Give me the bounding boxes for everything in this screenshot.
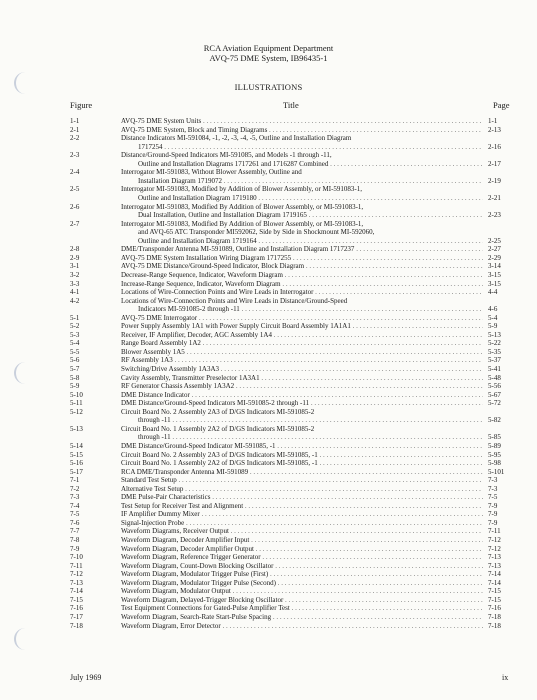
page-reference: 7-18: [488, 621, 501, 630]
list-item: [0, 271, 537, 279]
figure-title: [121, 391, 483, 399]
figure-title: [121, 408, 483, 416]
figure-title-text: DME/Transponder Antenna MI-591089, Outline and Installation Diagram 1717237: [121, 245, 355, 254]
list-item: [0, 553, 537, 561]
figure-title-text: AVQ-75 DME Interrogator: [121, 313, 198, 322]
page-reference: 7-15: [488, 595, 501, 604]
page-reference: 7-16: [488, 604, 501, 613]
figure-number: 5-7: [70, 365, 80, 373]
figure-title: [121, 527, 483, 535]
list-item: [0, 245, 537, 253]
figure-number: 5-10: [70, 390, 83, 399]
figure-number: 7-10: [70, 553, 83, 561]
page-reference: 7-14: [488, 570, 501, 579]
figure-number: 4-2: [70, 296, 80, 305]
list-item: [0, 228, 537, 236]
figure-title-text: Waveform Diagram, Delayed-Trigger Blocking Oscillator: [121, 595, 284, 604]
figure-title-text: Switching/Drive Assembly 1A3A3: [121, 365, 219, 373]
figure-title: [121, 485, 483, 493]
figure-number: 7-18: [70, 621, 83, 630]
page-reference: 5-101: [488, 467, 505, 476]
list-item: [0, 579, 537, 587]
figure-number: 5-12: [70, 407, 83, 416]
figure-title-text: RCA DME/Transponder Antenna MI-591089: [121, 467, 249, 476]
list-item: [0, 468, 537, 476]
figure-number: 7-16: [70, 604, 83, 613]
page-reference: 7-9: [488, 518, 498, 527]
page-reference: 3-15: [488, 279, 501, 288]
list-item: [0, 331, 537, 339]
list-item: [0, 134, 537, 142]
figure-number: 5-16: [70, 459, 83, 467]
page-reference: 7-9: [488, 510, 498, 519]
figure-number: 5-4: [70, 339, 80, 348]
figure-number: 7-12: [70, 570, 83, 579]
figure-title: [121, 203, 483, 211]
figure-title-text: AVQ-75 DME System, Block and Timing Diagrams: [121, 125, 268, 134]
list-item: [0, 408, 537, 416]
figure-title-text: Circuit Board No. 2 Assembly 2A3 of D/GS Indicators MI-591085, -1: [121, 450, 318, 459]
figure-title-text: Locations of Wire-Connection Points and Wire Leads in Distance/Ground-Speed: [121, 296, 348, 305]
figure-title: [138, 143, 483, 151]
figure-title: [138, 160, 483, 168]
page-reference: 2-23: [488, 211, 501, 220]
figure-title: [121, 502, 483, 510]
page-reference: 5-9: [488, 322, 498, 331]
figure-number: 7-13: [70, 578, 83, 587]
list-item: [0, 459, 537, 467]
list-item: [0, 536, 537, 544]
page-reference: 7-3: [488, 476, 498, 485]
figure-title-text: Test Equipment Connections for Gated-Pulse Amplifier Test: [121, 604, 290, 613]
figure-number: 7-15: [70, 595, 83, 604]
figure-title-text: Waveform Diagram, Modulator Trigger Pulse (Second): [121, 578, 276, 587]
page-reference: 2-19: [488, 176, 501, 185]
figure-title-text: Blower Assembly 1A5: [121, 347, 185, 356]
figure-title: [121, 322, 483, 330]
page-reference: 1-1: [488, 117, 498, 125]
list-item: [0, 519, 537, 527]
figure-title: [121, 562, 483, 570]
figure-title: [121, 374, 483, 382]
list-item: [0, 493, 537, 501]
column-header-title: Title: [283, 100, 299, 110]
figure-title-text: AVQ-75 DME System Installation Wiring Diagram 1717255: [121, 253, 292, 262]
list-item: [0, 220, 537, 228]
figure-title-text: DME Pulse-Pair Characteristics: [121, 493, 211, 502]
list-item: [0, 177, 537, 185]
figure-title-text: AVQ-75 DME System Units: [121, 117, 202, 125]
figure-title-text: Distance Indicators MI-591084, -1, -2, -3, -4, -5, Outline and Installation Diagram: [121, 134, 352, 143]
figure-title: [121, 510, 483, 518]
list-item: [0, 254, 537, 262]
list-item: [0, 185, 537, 193]
figure-title: [121, 356, 483, 364]
figure-number: 7-3: [70, 493, 80, 502]
figure-number: 2-9: [70, 253, 80, 262]
figure-title: [121, 339, 483, 347]
page-reference: 7-14: [488, 578, 501, 587]
list-item: [0, 485, 537, 493]
figure-number: 7-7: [70, 527, 80, 536]
list-item: [0, 416, 537, 424]
figure-title: [121, 280, 483, 288]
figure-title-text: Interrogator MI-591083, Modified By Addition of Blower Assembly, or MI-591083-1,: [121, 219, 364, 228]
figure-title-text: Waveform Diagram, Reference Trigger Generator: [121, 553, 261, 561]
figure-number: 7-9: [70, 544, 80, 553]
figure-title: [121, 545, 483, 553]
figure-number: 3-1: [70, 262, 80, 271]
list-item: [0, 510, 537, 518]
figure-title: [138, 305, 483, 313]
figure-title: [121, 220, 483, 228]
page-reference: 7-13: [488, 561, 501, 570]
figure-title-text: Outline and Installation Diagram 1719164: [138, 236, 257, 245]
list-item: [0, 433, 537, 441]
list-item: [0, 168, 537, 176]
figure-title: [138, 433, 483, 441]
figure-number: 5-6: [70, 356, 80, 365]
page-reference: 5-85: [488, 433, 501, 442]
page-reference: 2-27: [488, 245, 501, 254]
figure-title-text: Dual Installation, Outline and Installation Diagram 1719165: [138, 211, 307, 220]
figure-number: 5-14: [70, 441, 83, 450]
figure-title: [121, 151, 483, 159]
figure-title: [138, 237, 483, 245]
figure-title: [121, 297, 483, 305]
list-item: [0, 622, 537, 630]
figure-number: 7-14: [70, 587, 83, 596]
figure-number: 2-7: [70, 219, 80, 228]
page-reference: 2-16: [488, 142, 501, 151]
list-item: [0, 262, 537, 270]
figure-title-text: Circuit Board No. 1 Assembly 2A2 of D/GS Indicators MI-591085-2: [121, 424, 315, 433]
list-item: [0, 117, 537, 125]
figure-title-text: Distance/Ground-Speed Indicators MI-591085, and Models -1 through -11,: [121, 151, 332, 160]
figure-title-text: Indicators MI-591085-2 through -11: [138, 305, 240, 314]
figure-title-text: Increase-Range Sequence, Indicator, Waveform Diagram: [121, 279, 281, 288]
list-item: [0, 382, 537, 390]
header-manual-id: AVQ-75 DME System, IB96435-1: [209, 53, 328, 63]
list-item: [0, 391, 537, 399]
list-item: [0, 476, 537, 484]
list-item: [0, 288, 537, 296]
figure-title-text: Standard Test Setup: [121, 476, 177, 485]
page-reference: 5-4: [488, 313, 498, 322]
list-item: [0, 356, 537, 364]
figure-title: [138, 194, 483, 202]
figure-number: 5-13: [70, 424, 83, 433]
page-reference: 7-18: [488, 612, 501, 621]
figure-title-text: DME Distance/Ground-Speed Indicator MI-591085, -1: [121, 441, 276, 450]
figure-title: [138, 228, 483, 236]
page-reference: 7-12: [488, 544, 501, 553]
list-item: [0, 126, 537, 134]
page-reference: 2-17: [488, 159, 501, 168]
list-item: [0, 570, 537, 578]
figure-title: [138, 211, 483, 219]
page-reference: 2-21: [488, 193, 501, 202]
figure-title-text: Test Setup for Receiver Test and Alignment: [121, 501, 244, 510]
figure-title: [121, 468, 483, 476]
footer-page-number: ix: [502, 673, 509, 682]
list-item: [0, 442, 537, 450]
page-reference: 5-56: [488, 382, 501, 391]
figure-title-text: Waveform Diagram, Count-Down Blocking Oscillator: [121, 561, 274, 570]
page-reference: 2-13: [488, 125, 501, 134]
figure-title: [121, 168, 483, 176]
figure-title: [121, 262, 483, 270]
figure-title-text: Waveform Diagrams, Receiver Output: [121, 527, 229, 536]
figure-number: 2-4: [70, 168, 80, 177]
list-item: [0, 562, 537, 570]
page-reference: 7-9: [488, 501, 498, 510]
page-reference: 7-5: [488, 493, 498, 502]
list-item: [0, 365, 537, 373]
figure-title-text: Interrogator MI-591083, Modified by Addition of Blower Assembly, or MI-591083-1,: [121, 185, 363, 194]
figure-title: [121, 587, 483, 595]
figure-title-text: AVQ-75 DME Distance/Ground-Speed Indicator, Block Diagram: [121, 262, 305, 271]
figure-number: 7-8: [70, 536, 80, 544]
list-item: [0, 545, 537, 553]
figure-title-text: RF Assembly 1A3: [121, 356, 173, 365]
figure-title: [121, 382, 483, 390]
figure-title: [121, 245, 483, 253]
figure-number: 4-1: [70, 288, 80, 296]
figure-title: [121, 425, 483, 433]
figure-number: 2-5: [70, 185, 80, 194]
figure-number: 2-2: [70, 134, 80, 143]
figure-title: [121, 570, 483, 578]
figure-number: 2-1: [70, 125, 80, 134]
list-item: [0, 305, 537, 313]
list-item: [0, 596, 537, 604]
list-item: [0, 425, 537, 433]
page-reference: 5-89: [488, 441, 501, 450]
figure-number: 5-8: [70, 373, 80, 382]
list-item: [0, 348, 537, 356]
figure-title-text: through -11: [138, 433, 171, 442]
list-item: [0, 527, 537, 535]
figure-number: 5-2: [70, 322, 80, 331]
figure-title: [121, 126, 483, 134]
figure-title: [138, 416, 483, 424]
figure-number: 5-15: [70, 450, 83, 459]
figure-title: [121, 622, 483, 630]
page-reference: 5-22: [488, 339, 501, 348]
figure-title: [121, 117, 483, 125]
figure-title-text: Waveform Diagram, Decoder Amplifier Input: [121, 536, 250, 544]
figure-number: 5-3: [70, 330, 80, 339]
page-reference: 5-48: [488, 373, 501, 382]
figure-title-text: Outline and Installation Diagrams 1717261 and 1716287 Combined: [138, 159, 329, 168]
column-header-page: Page: [493, 100, 510, 110]
figure-number: 5-5: [70, 347, 80, 356]
figure-number: 5-1: [70, 313, 80, 322]
figure-title-text: Cavity Assembly, Transmitter Preselector 1A3A1: [121, 373, 260, 382]
figure-title: [121, 288, 483, 296]
figure-title: [121, 451, 483, 459]
list-item: [0, 587, 537, 595]
figure-title-text: Circuit Board No. 1 Assembly 2A2 of D/GS Indicators MI-591085, -1: [121, 459, 318, 467]
figure-title-text: RF Generator Chassis Assembly 1A3A2: [121, 382, 235, 391]
figure-number: 5-9: [70, 382, 80, 391]
figure-title: [121, 399, 483, 407]
figure-title-text: Decrease-Range Sequence, Indicator, Waveform Diagram: [121, 270, 283, 279]
figure-number: 2-3: [70, 151, 80, 160]
figure-number: 3-2: [70, 270, 80, 279]
list-item: [0, 143, 537, 151]
list-item: [0, 613, 537, 621]
column-header-figure: Figure: [70, 100, 93, 110]
page-reference: 5-95: [488, 450, 501, 459]
figure-title-text: Waveform Diagram, Decoder Amplifier Output: [121, 544, 254, 553]
figure-title: [121, 442, 483, 450]
page-reference: 7-11: [488, 527, 501, 536]
list-item: [0, 203, 537, 211]
page-reference: 7-3: [488, 484, 498, 493]
header-department: RCA Aviation Equipment Department: [203, 43, 334, 53]
figure-title-text: Waveform Diagram, Error Detector: [121, 621, 221, 630]
figure-number: 7-6: [70, 518, 80, 527]
figure-title: [121, 519, 483, 527]
figure-title: [121, 254, 483, 262]
figure-number: 7-2: [70, 484, 80, 493]
figure-title-text: Interrogator MI-591083, Without Blower Assembly, Outline and: [121, 168, 302, 177]
figure-title-text: Waveform Diagram, Search-Rate Start-Pulse Spacing: [121, 612, 272, 621]
page-reference: 2-29: [488, 253, 501, 262]
figure-title-text: 1717254: [138, 142, 163, 151]
page-reference: 4-4: [488, 288, 498, 296]
figure-title: [121, 271, 483, 279]
list-item: [0, 160, 537, 168]
figure-title-text: Circuit Board No. 2 Assembly 2A3 of D/GS Indicators MI-591085-2: [121, 407, 315, 416]
page-reference: 5-98: [488, 459, 501, 467]
figure-title-text: Installation Diagram 1719072: [138, 176, 222, 185]
figure-title-text: Waveform Diagram, Modulator Output: [121, 587, 231, 596]
figure-title-text: Outline and Installation Diagram 1719180: [138, 193, 257, 202]
footer-date: July 1969: [70, 673, 102, 682]
page-reference: 5-82: [488, 416, 501, 425]
figure-number: 3-3: [70, 279, 80, 288]
figure-title: [121, 493, 483, 501]
figure-title: [121, 604, 483, 612]
figure-title: [121, 314, 483, 322]
page-reference: 3-14: [488, 262, 501, 271]
figure-title-text: Alternative Test Setup: [121, 484, 184, 493]
figure-title-text: Signal-Injection Probe: [121, 518, 185, 527]
figure-title: [121, 331, 483, 339]
list-item: [0, 314, 537, 322]
list-item: [0, 151, 537, 159]
figure-number: 7-5: [70, 510, 80, 519]
figure-title-text: Locations of Wire-Connection Points and Wire Leads in Interrogator: [121, 288, 314, 296]
figure-title: [121, 365, 483, 373]
list-item: [0, 211, 537, 219]
figure-title-text: through -11: [138, 416, 171, 425]
list-item: [0, 451, 537, 459]
figure-number: 7-4: [70, 501, 80, 510]
figure-number: 5-11: [70, 399, 83, 408]
list-item: [0, 502, 537, 510]
figure-title-text: Range Board Assembly 1A2: [121, 339, 201, 348]
list-item: [0, 374, 537, 382]
page-reference: 5-37: [488, 356, 501, 365]
figure-title: [121, 348, 483, 356]
list-item: [0, 604, 537, 612]
list-item: [0, 194, 537, 202]
figure-title: [121, 536, 483, 544]
page-reference: 5-35: [488, 347, 501, 356]
figure-number: 2-8: [70, 245, 80, 254]
figure-number: 7-17: [70, 612, 83, 621]
page-reference: 3-15: [488, 270, 501, 279]
figure-title-text: Interrogator MI-591083, Modified By Addition of Blower Assembly, or MI-591083-1,: [121, 202, 364, 211]
list-item: [0, 322, 537, 330]
list-item: [0, 237, 537, 245]
figure-title-text: and AVQ-65 ATC Transponder MI592062, Side by Side in Shockmount MI-592060,: [138, 228, 375, 237]
figure-title-text: IF Amplifier Dummy Mixer: [121, 510, 200, 519]
figure-number: 7-1: [70, 476, 80, 485]
figure-title: [121, 134, 483, 142]
figure-title-text: Power Supply Assembly 1A1 with Power Supply Circuit Board Assembly 1A1A1: [121, 322, 351, 331]
figure-title-text: Waveform Diagram, Modulator Trigger Pulse (First): [121, 570, 269, 579]
list-item: [0, 297, 537, 305]
figure-number: 1-1: [70, 117, 80, 125]
figure-number: 5-17: [70, 467, 83, 476]
figure-title: [121, 613, 483, 621]
list-item: [0, 399, 537, 407]
list-item: [0, 280, 537, 288]
figure-title: [138, 177, 483, 185]
binder-hole-mark: [14, 628, 36, 650]
figure-title: [121, 459, 483, 467]
page-reference: 4-6: [488, 305, 498, 314]
figure-title: [121, 476, 483, 484]
page-reference: 7-13: [488, 553, 501, 561]
page-reference: 5-72: [488, 399, 501, 408]
page-reference: 5-41: [488, 365, 501, 373]
figure-title: [121, 579, 483, 587]
figure-title: [121, 553, 483, 561]
page-reference: 7-15: [488, 587, 501, 596]
figure-title-text: Receiver, IF Amplifier, Decoder, AGC Assembly 1A4: [121, 330, 272, 339]
page-reference: 5-13: [488, 330, 501, 339]
list-item: [0, 339, 537, 347]
section-title: ILLUSTRATIONS: [234, 82, 303, 92]
figure-title-text: DME Distance Indicator: [121, 390, 190, 399]
figure-number: 2-6: [70, 202, 80, 211]
figure-title: [121, 596, 483, 604]
page-reference: 2-25: [488, 236, 501, 245]
figure-number: 7-11: [70, 561, 83, 570]
figure-title: [121, 185, 483, 193]
page-reference: 7-12: [488, 536, 501, 544]
figure-title-text: DME Distance/Ground-Speed Indicators MI-591085-2 through -11: [121, 399, 310, 408]
page-reference: 5-67: [488, 390, 501, 399]
